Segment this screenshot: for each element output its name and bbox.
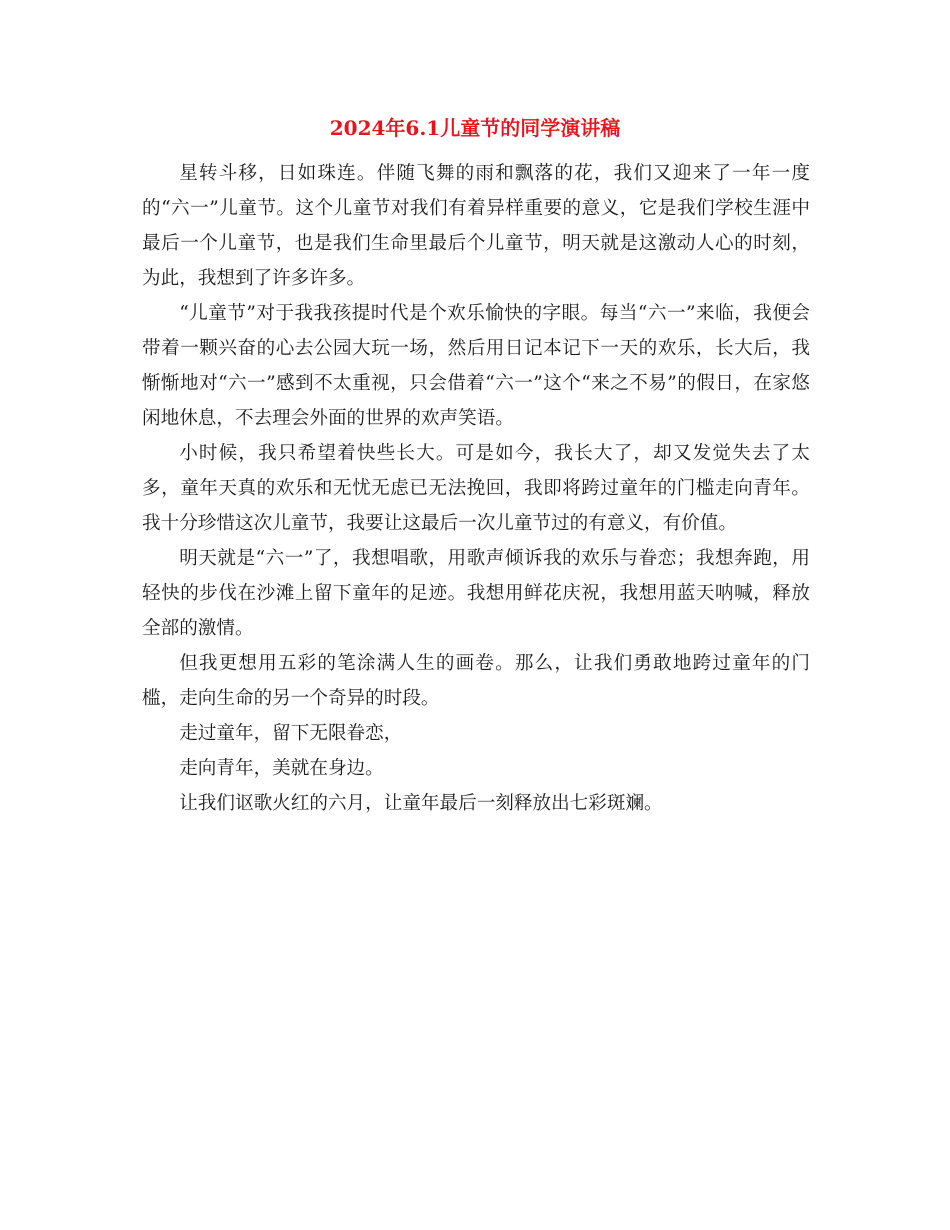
paragraph-3: 小时候，我只希望着快些长大。可是如今，我长大了，却又发觉失去了太多，童年天真的欢乐和无忧无虑已无法挽回，我即将跨过童年的门槛走向青年。我十分珍惜这次儿童节，我要让这最后一次儿童节过的有意义，有价值。 xyxy=(142,443,810,534)
document-body xyxy=(142,156,810,821)
closing-line: 让我们讴歌火红的六月，让童年最后一刻释放出七彩斑斓。 xyxy=(179,793,663,814)
poem-line-2: 走向青年，美就在身边。 xyxy=(179,758,384,779)
paragraph-1: 星转斗移，日如珠连。伴随飞舞的雨和飘落的花，我们又迎来了一年一度的“六一”儿童节。这个儿童节对我们有着异样重要的意义，它是我们学校生涯中最后一个儿童节，也是我们生命里最后个儿童节，明天就是这激动人心的时刻，为此，我想到了许多许多。 xyxy=(142,163,810,289)
paragraph-2: “儿童节”对于我我孩提时代是个欢乐愉快的字眼。每当“六一”来临，我便会带着一颗兴奋的心去公园大玩一场，然后用日记本记下一天的欢乐，长大后，我惭惭地对“六一”感到不太重视，只会借着“六一”这个“来之不易”的假日，在家悠闲地休息，不去理会外面的世界的欢声笑语。 xyxy=(142,303,810,429)
poem-line-1: 走过童年，留下无限眷恋， xyxy=(179,723,403,744)
document-title: 2024年6.1儿童节的同学演讲稿 xyxy=(329,116,621,140)
paragraph-5: 但我更想用五彩的笔涂满人生的画卷。那么，让我们勇敢地跨过童年的门槛，走向生命的另一个奇异的时段。 xyxy=(142,653,810,709)
paragraph-4: 明天就是“六一”了，我想唱歌，用歌声倾诉我的欢乐与眷恋；我想奔跑，用轻快的步伐在沙滩上留下童年的足迹。我想用鲜花庆祝，我想用蓝天呐喊，释放全部的激情。 xyxy=(142,548,810,639)
